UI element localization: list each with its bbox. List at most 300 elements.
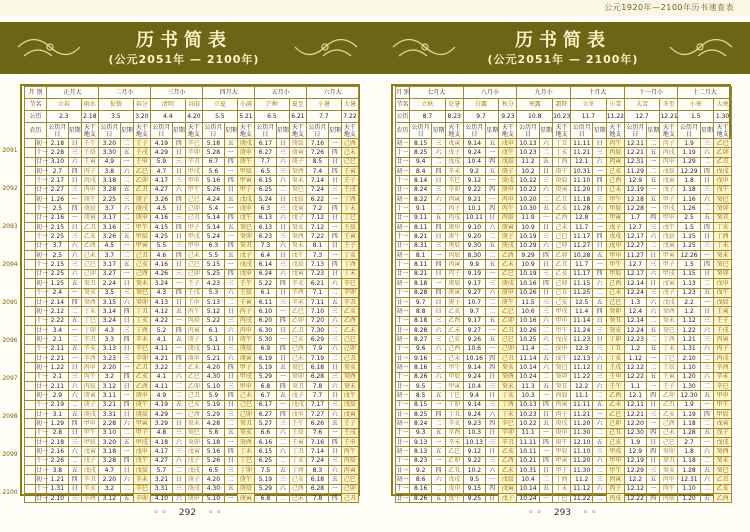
calendar-cell: 四 xyxy=(224,363,237,372)
year-cell xyxy=(25,372,36,381)
calendar-cell: 11.20 xyxy=(571,456,593,465)
calendar-cell: 9.17 xyxy=(463,279,485,288)
year-cell xyxy=(25,288,36,297)
calendar-cell: 四 xyxy=(432,466,445,475)
calendar-cell: 7.17 xyxy=(307,400,329,409)
calendar-cell: 9.21 xyxy=(463,195,485,204)
calendar-cell: 四 xyxy=(276,409,289,418)
calendar-cell: 三 xyxy=(224,279,237,288)
calendar-cell: 五 xyxy=(700,288,713,297)
calendar-cell: 10.6 xyxy=(517,307,539,316)
calendar-cell: 三 xyxy=(68,372,81,381)
calendar-cell: 一 xyxy=(224,204,237,213)
calendar-cell: 一 xyxy=(172,279,185,288)
lunar-day-label: 廿一 xyxy=(396,326,409,334)
calendar-cell: 1.8 xyxy=(678,176,700,185)
calendar-cell: 二 xyxy=(328,353,341,362)
term-row-label: 节名 xyxy=(25,99,47,111)
calendar-cell: 五 xyxy=(328,297,341,306)
lunar-day-label: 廿一 xyxy=(36,410,49,418)
calendar-cell: 1.26 xyxy=(47,195,69,204)
calendar-cell: 日 xyxy=(539,223,552,232)
calendar-cell: 7.6 xyxy=(307,428,329,437)
calendar-cell: 7.12 xyxy=(307,223,329,232)
calendar-cell: 10.29 xyxy=(517,241,539,250)
calendar-cell: 三 xyxy=(224,344,237,353)
solar-term: 立秋 xyxy=(410,99,446,111)
calendar-cell: 9.10 xyxy=(463,223,485,232)
column-head: 天干地支 xyxy=(237,123,254,139)
calendar-cell: 五 xyxy=(432,494,445,503)
calendar-cell: 六 xyxy=(328,279,341,288)
calendar-cell: 丙午 xyxy=(341,447,358,456)
lunar-day-label: 廿一 xyxy=(36,382,49,390)
calendar-cell: 1.23 xyxy=(678,288,700,297)
calendar-cell: 四 xyxy=(276,279,289,288)
calendar-cell: 一 xyxy=(120,391,133,400)
calendar-cell: 一 xyxy=(328,195,341,204)
calendar-cell: 壬子 xyxy=(714,316,732,325)
calendar-cell: 甲戌 xyxy=(133,438,150,447)
table-row xyxy=(396,269,732,278)
calendar-cell: 己亥 xyxy=(606,438,624,447)
calendar-cell: 己亥 xyxy=(289,475,306,484)
calendar-cell: 日 xyxy=(539,466,552,475)
year-label: 2091 xyxy=(2,147,18,154)
calendar-cell: 六 xyxy=(432,372,445,381)
year-cell xyxy=(25,167,36,176)
calendar-cell: 三 xyxy=(432,316,445,325)
calendar-cell: 四 xyxy=(328,148,341,157)
calendar-cell: 8.1 xyxy=(410,251,432,260)
calendar-cell: 辛丑 xyxy=(81,335,98,344)
calendar-cell: 庚申 xyxy=(185,353,202,362)
calendar-cell: 二 xyxy=(647,316,660,325)
calendar-cell: 戊子 xyxy=(81,456,98,465)
calendar-cell: 甲辰 xyxy=(445,372,463,381)
calendar-cell: 丙子 xyxy=(606,484,624,493)
term-date: 11.7 xyxy=(571,111,607,123)
lunar-day-label: 初一 xyxy=(396,307,409,315)
calendar-cell: 12.21 xyxy=(624,409,646,418)
calendar-cell: 8.24 xyxy=(410,419,432,428)
calendar-cell: 丙寅 xyxy=(714,335,732,344)
calendar-cell: 五 xyxy=(120,494,133,503)
table-row xyxy=(25,456,359,465)
calendar-cell: 5.18 xyxy=(203,139,225,148)
calendar-cell: 6.3 xyxy=(203,241,225,250)
calendar-cell: 二 xyxy=(120,484,133,493)
calendar-cell: 6.18 xyxy=(307,475,329,484)
calendar-cell: 丙寅 xyxy=(445,195,463,204)
calendar-cell: 10.28 xyxy=(571,251,593,260)
calendar-cell: 2.11 xyxy=(47,381,69,390)
term-date: 7.7 xyxy=(307,111,342,123)
calendar-cell: 乙未 xyxy=(606,400,624,409)
calendar-cell: 三 xyxy=(432,335,445,344)
calendar-cell: 日 xyxy=(172,148,185,157)
calendar-cell: 庚午 xyxy=(553,167,571,176)
calendar-cell: 丁未 xyxy=(553,484,571,493)
calendar-cell: 五 xyxy=(486,335,499,344)
calendar-cell: 己未 xyxy=(553,223,571,232)
calendar-cell: 癸丑 xyxy=(237,419,254,428)
calendar-cell: 己卯 xyxy=(185,204,202,213)
calendar-cell: 1.10 xyxy=(678,484,700,493)
calendar-cell: 癸巳 xyxy=(714,466,732,475)
calendar-cell: 甲子 xyxy=(660,195,678,204)
calendar-cell: 甲申 xyxy=(185,176,202,185)
calendar-cell: 辛巳 xyxy=(341,279,358,288)
calendar-cell: 辛亥 xyxy=(81,344,98,353)
calendar-cell: 四 xyxy=(432,288,445,297)
calendar-cell: 丙戌 xyxy=(714,353,732,362)
calendar-cell: 5.19 xyxy=(255,475,277,484)
calendar-cell: 五 xyxy=(486,167,499,176)
page-footer: ◦ ◦ 293 ◦ ◦ xyxy=(528,508,597,518)
calendar-cell: 6.27 xyxy=(255,409,277,418)
table-row xyxy=(396,475,732,484)
calendar-cell: 四 xyxy=(539,251,552,260)
year-cell xyxy=(25,428,36,437)
calendar-cell: 3.1 xyxy=(47,409,69,418)
calendar-cell: 五 xyxy=(700,494,713,503)
calendar-cell: 4.7 xyxy=(151,167,173,176)
year-cell xyxy=(25,325,36,334)
calendar-cell: 乙未 xyxy=(185,363,202,372)
table-row xyxy=(396,204,732,213)
calendar-cell: 1.2 xyxy=(624,344,646,353)
calendar-cell: 庚辰 xyxy=(445,279,463,288)
calendar-cell: 12.17 xyxy=(624,269,646,278)
calendar-cell: 庚辰 xyxy=(81,204,98,213)
calendar-cell: 壬寅 xyxy=(289,438,306,447)
lunar-day-label: 初一 xyxy=(36,279,49,287)
calendar-cell: 己酉 xyxy=(606,176,624,185)
table-row xyxy=(25,428,359,437)
calendar-cell: 庚子 xyxy=(289,157,306,166)
term-date: 6.21 xyxy=(289,111,306,123)
calendar-cell: 三 xyxy=(593,148,606,157)
calendar-cell: 日 xyxy=(68,363,81,372)
calendar-cell: 丙子 xyxy=(237,307,254,316)
calendar-cell: 六 xyxy=(539,316,552,325)
lunar-day-label: 十一 xyxy=(36,373,49,381)
calendar-cell: 丁巳 xyxy=(237,456,254,465)
calendar-cell: 日 xyxy=(486,428,499,437)
calendar-cell: 6.28 xyxy=(307,484,329,493)
table-row xyxy=(25,251,359,260)
calendar-cell: 甲子 xyxy=(185,223,202,232)
calendar-cell: 日 xyxy=(700,232,713,241)
calendar-cell: 壬戌 xyxy=(341,428,358,437)
calendar-cell: 9.5 xyxy=(463,475,485,484)
calendar-cell: 癸巳 xyxy=(185,428,202,437)
lunar-day-label: 十一 xyxy=(36,261,49,269)
calendar-cell: 4.25 xyxy=(151,232,173,241)
term-date: 1.5 xyxy=(678,111,714,123)
calendar-cell: 甲辰 xyxy=(553,447,571,456)
calendar-cell: 五 xyxy=(68,409,81,418)
calendar-cell: 7.30 xyxy=(307,325,329,334)
lunar-day-label: 初一 xyxy=(36,251,49,259)
right-page xyxy=(375,0,750,532)
calendar-cell: 12.14 xyxy=(624,279,646,288)
calendar-cell: 7.1 xyxy=(307,288,329,297)
calendar-cell: 二 xyxy=(224,419,237,428)
calendar-cell: 8.14 xyxy=(410,176,432,185)
calendar-cell: 一 xyxy=(486,475,499,484)
calendar-cell: 2.19 xyxy=(47,400,69,409)
calendar-cell: 甲子 xyxy=(237,363,254,372)
calendar-cell: 二 xyxy=(700,204,713,213)
calendar-cell: 己亥 xyxy=(553,297,571,306)
column-head: 天干地支 xyxy=(341,123,358,139)
calendar-cell: 三 xyxy=(172,269,185,278)
calendar-cell: 12.28 xyxy=(624,204,646,213)
calendar-cell: 五 xyxy=(328,419,341,428)
calendar-cell: 己巳 xyxy=(499,335,517,344)
calendar-cell: 辛亥 xyxy=(81,484,98,493)
calendar-cell: 日 xyxy=(68,139,81,148)
calendar-cell: 四 xyxy=(328,260,341,269)
calendar-cell: 五 xyxy=(593,400,606,409)
calendar-cell: 10.14 xyxy=(517,363,539,372)
calendar-cell: 一 xyxy=(486,176,499,185)
calendar-cell: 四 xyxy=(486,363,499,372)
calendar-cell: 1.12 xyxy=(624,353,646,362)
calendar-cell: 4.20 xyxy=(203,363,225,372)
calendar-cell: 丁酉 xyxy=(341,260,358,269)
calendar-cell: 日 xyxy=(539,260,552,269)
table-row xyxy=(396,297,732,306)
calendar-cell: 三 xyxy=(276,419,289,428)
calendar-cell: 庚申 xyxy=(553,428,571,437)
calendar-cell: 8.26 xyxy=(410,494,432,503)
calendar-cell: 戊午 xyxy=(133,456,150,465)
calendar-cell: 9.3 xyxy=(410,428,432,437)
calendar-cell: 日 xyxy=(224,456,237,465)
calendar-cell: 10.7 xyxy=(463,297,485,306)
lunar-day-label: 初一 xyxy=(396,448,409,456)
calendar-cell: 癸未 xyxy=(185,419,202,428)
calendar-cell: 六 xyxy=(120,167,133,176)
table-row xyxy=(25,204,359,213)
calendar-cell: 丁亥 xyxy=(499,391,517,400)
calendar-cell: 己卯 xyxy=(341,344,358,353)
year-cell xyxy=(25,335,36,344)
table-row xyxy=(396,428,732,437)
calendar-cell: 4.16 xyxy=(151,260,173,269)
calendar-cell: 戊子 xyxy=(499,494,517,503)
month-header: 十一月小 xyxy=(624,87,678,99)
calendar-cell: 12.20 xyxy=(624,419,646,428)
calendar-cell: 六 xyxy=(432,195,445,204)
calendar-cell: 8.21 xyxy=(410,269,432,278)
calendar-cell: 四 xyxy=(700,260,713,269)
calendar-cell: 5.10 xyxy=(203,381,225,390)
calendar-cell: 日 xyxy=(432,297,445,306)
calendar-cell: 六 xyxy=(172,185,185,194)
calendar-cell: 12.12 xyxy=(624,363,646,372)
calendar-cell: 5.1 xyxy=(203,335,225,344)
ornament-right-icon xyxy=(666,30,736,64)
calendar-cell: 乙酉 xyxy=(714,494,732,503)
calendar-cell: 2.11 xyxy=(47,344,69,353)
calendar-cell: 庚寅 xyxy=(499,223,517,232)
calendar-cell: 一 xyxy=(68,325,81,334)
table-row xyxy=(396,438,732,447)
year-cell xyxy=(25,232,36,241)
calendar-cell: 11.11 xyxy=(517,438,539,447)
calendar-cell: 10.22 xyxy=(517,419,539,428)
lunar-day-label: 初一 xyxy=(396,476,409,484)
calendar-cell: 癸亥 xyxy=(81,288,98,297)
calendar-cell: 日 xyxy=(276,195,289,204)
calendar-cell: 一 xyxy=(328,251,341,260)
calendar-cell: 二 xyxy=(68,456,81,465)
calendar-cell: 己未 xyxy=(606,185,624,194)
calendar-cell: 9.25 xyxy=(463,494,485,503)
lunar-day-label: 初一 xyxy=(36,167,49,175)
solar-term: 大寒 xyxy=(714,99,732,111)
calendar-cell: 4.23 xyxy=(203,279,225,288)
calendar-cell: 8.16 xyxy=(410,363,432,372)
month-header: 二月小 xyxy=(99,87,151,99)
calendar-cell: 己卯 xyxy=(185,269,202,278)
lunar-day-label: 廿一 xyxy=(396,158,409,166)
calendar-cell: 己未 xyxy=(606,288,624,297)
calendar-cell: 庚戌 xyxy=(553,419,571,428)
table-row xyxy=(396,335,732,344)
calendar-cell: 4.5 xyxy=(151,204,173,213)
calendar-cell: 甲子 xyxy=(237,185,254,194)
lunar-day-label: 初一 xyxy=(396,391,409,399)
calendar-cell: 4.21 xyxy=(151,353,173,362)
calendar-cell: 10.6 xyxy=(463,344,485,353)
calendar-cell: 一 xyxy=(647,381,660,390)
calendar-cell: 11.5 xyxy=(517,297,539,306)
calendar-cell: 日 xyxy=(328,157,341,166)
calendar-cell: 四 xyxy=(432,167,445,176)
table-row xyxy=(396,176,732,185)
calendar-cell: 11.10 xyxy=(571,447,593,456)
table-row xyxy=(396,241,732,250)
calendar-cell: 4.29 xyxy=(151,409,173,418)
calendar-cell: 戊申 xyxy=(289,409,306,418)
calendar-cell: 己未 xyxy=(237,391,254,400)
calendar-cell: 12.26 xyxy=(678,251,700,260)
calendar-cell: 乙丑 xyxy=(445,466,463,475)
term-row-label: 节名 xyxy=(396,99,410,111)
calendar-cell: 2.20 xyxy=(99,475,121,484)
calendar-cell: 日 xyxy=(432,269,445,278)
calendar-cell: 5.3 xyxy=(203,288,225,297)
calendar-cell: 六 xyxy=(68,251,81,260)
page-title: 历书简表 xyxy=(515,30,611,51)
calendar-cell: 2.16 xyxy=(47,447,69,456)
calendar-cell: 3.18 xyxy=(99,447,121,456)
calendar-cell: 三 xyxy=(276,167,289,176)
calendar-cell: 10.19 xyxy=(517,269,539,278)
calendar-cell: 甲午 xyxy=(445,363,463,372)
calendar-cell: 己丑 xyxy=(185,213,202,222)
calendar-cell: 9.6 xyxy=(410,344,432,353)
calendar-cell: 乙卯 xyxy=(553,251,571,260)
calendar-cell: 壬申 xyxy=(341,438,358,447)
calendar-cell: 1.19 xyxy=(678,409,700,418)
calendar-cell: 四 xyxy=(120,456,133,465)
calendar-cell: 2.7 xyxy=(678,438,700,447)
term-date: 2.3 xyxy=(47,111,82,123)
calendar-cell: 4.7 xyxy=(99,466,121,475)
calendar-cell: 5.24 xyxy=(203,232,225,241)
calendar-cell: 三 xyxy=(172,241,185,250)
calendar-cell: 辛酉 xyxy=(445,428,463,437)
calendar-cell: 5.16 xyxy=(203,176,225,185)
lunar-day-label: 廿一 xyxy=(36,494,49,502)
calendar-cell: 二 xyxy=(593,494,606,503)
calendar-cell: 9.14 xyxy=(463,400,485,409)
calendar-cell: 辛酉 xyxy=(289,288,306,297)
calendar-cell: 乙卯 xyxy=(445,456,463,465)
table-row xyxy=(396,223,732,232)
calendar-cell: 四 xyxy=(486,484,499,493)
calendar-cell: 壬午 xyxy=(289,419,306,428)
calendar-cell: 六 xyxy=(593,204,606,213)
calendar-cell: 12.5 xyxy=(571,297,593,306)
calendar-cell: 戊辰 xyxy=(499,157,517,166)
calendar-cell: 日 xyxy=(276,288,289,297)
calendar-cell: 四 xyxy=(486,353,499,362)
calendar-cell: 2.28 xyxy=(47,148,69,157)
calendar-cell: 庚子 xyxy=(185,475,202,484)
calendar-cell: 3.3 xyxy=(99,335,121,344)
term-date: 4.20 xyxy=(185,111,202,123)
calendar-cell: 6.1 xyxy=(203,325,225,334)
calendar-cell: 12.7 xyxy=(624,260,646,269)
calendar-cell: 丙申 xyxy=(81,185,98,194)
calendar-cell: 1.28 xyxy=(678,428,700,437)
calendar-cell: 日 xyxy=(120,381,133,390)
calendar-cell: 三 xyxy=(172,363,185,372)
calendar-cell: 辛丑 xyxy=(499,438,517,447)
calendar-cell: 1.29 xyxy=(678,157,700,166)
calendar-cell: 3.10 xyxy=(99,428,121,437)
calendar-cell: 乙酉 xyxy=(499,456,517,465)
calendar-cell: 丁亥 xyxy=(133,316,150,325)
calendar-cell: 9.29 xyxy=(517,251,539,260)
calendar-cell: 甲辰 xyxy=(133,232,150,241)
calendar-cell: 乙巳 xyxy=(289,307,306,316)
table-row xyxy=(396,494,732,503)
calendar-cell: 戊戌 xyxy=(445,475,463,484)
calendar-cell: 丙寅 xyxy=(185,325,202,334)
calendar-cell: 11.1 xyxy=(517,428,539,437)
calendar-cell: 丁酉 xyxy=(499,400,517,409)
calendar-cell: 癸丑 xyxy=(289,381,306,390)
calendar-cell: 丁亥 xyxy=(289,456,306,465)
calendar-cell: 日 xyxy=(593,139,606,148)
term-date: 8.23 xyxy=(445,111,463,123)
calendar-cell: 三 xyxy=(432,241,445,250)
calendar-cell: 六 xyxy=(328,381,341,390)
calendar-cell: 2.9 xyxy=(47,391,69,400)
column-head: 天干地支 xyxy=(445,123,463,139)
calendar-cell: 五 xyxy=(647,372,660,381)
calendar-cell: 3.24 xyxy=(151,279,173,288)
calendar-cell: 6.26 xyxy=(307,419,329,428)
